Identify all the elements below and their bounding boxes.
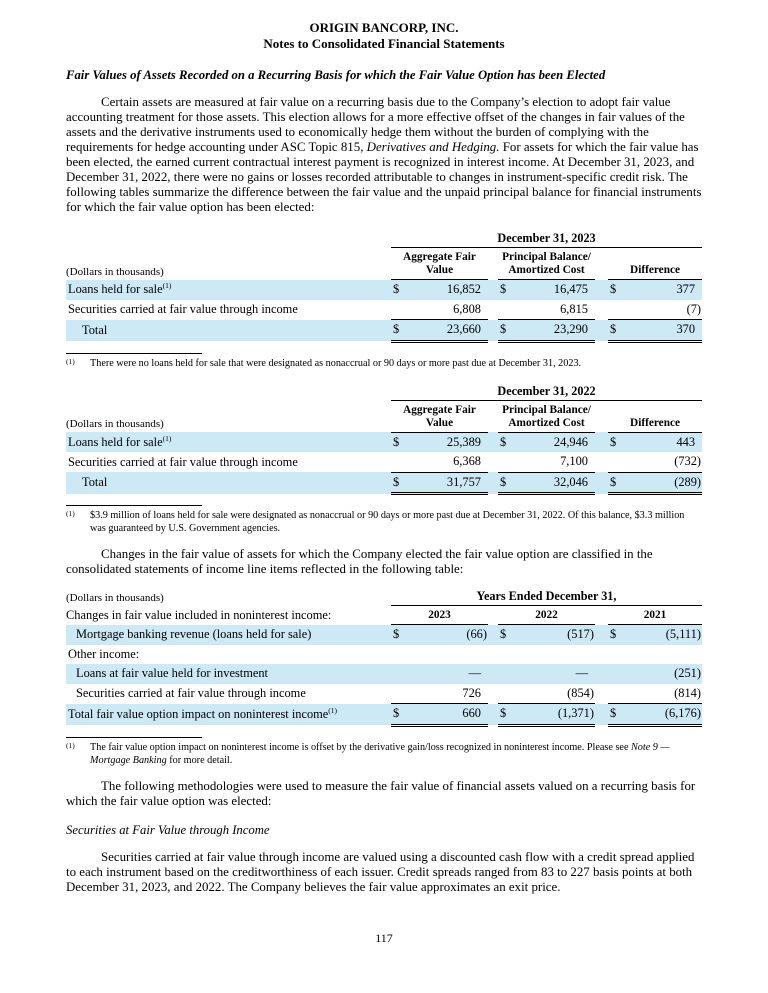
table-row-total	[66, 320, 702, 342]
cell-principal-balance: $ 16,475	[500, 282, 588, 297]
column-gap	[488, 472, 498, 494]
cell-difference: (7)	[608, 300, 702, 320]
column-gap	[595, 684, 608, 704]
column-header-difference: Difference	[608, 400, 702, 432]
cell-2021: $ (6,176)	[608, 704, 702, 726]
cell-2022: —	[575, 666, 588, 681]
period-header: December 31, 2022	[391, 382, 702, 401]
cell-2021: (251)	[674, 666, 701, 681]
dollar-sign: $	[610, 627, 617, 642]
document-header	[66, 20, 702, 52]
dollar-sign: $	[610, 706, 617, 721]
table-row-other-income	[66, 645, 702, 665]
column-gap	[488, 664, 498, 684]
column-gap	[595, 300, 608, 320]
column-header-2022: 2022	[498, 606, 595, 625]
dollar-sign: $	[393, 474, 400, 489]
footnote-reference: (1)	[162, 433, 172, 443]
column-header-row	[66, 248, 702, 280]
footnote-separator	[66, 737, 202, 738]
row-label: Securities carried at fair value through income	[68, 302, 298, 316]
column-gap	[488, 320, 498, 342]
column-header-principal-balance: Principal Balance/ Amortized Cost	[498, 400, 595, 432]
cell-2023: $ (66)	[393, 627, 487, 642]
table-row-total-fair-value-option	[66, 704, 702, 726]
company-name: ORIGIN BANCORP, INC.	[309, 20, 459, 35]
cell-aggregate-fair-value: 6,368	[391, 452, 488, 472]
fair-value-table-2022	[66, 382, 702, 496]
cell-principal-balance: $ 24,946	[500, 434, 588, 449]
cell-2021: $ (5,111)	[610, 627, 701, 642]
cell-2023: 726	[391, 684, 488, 704]
row-label: Loans at fair value held for investment	[76, 666, 268, 681]
row-label: Loans held for sale$^{(1)}$	[68, 433, 172, 449]
cell-2021	[608, 645, 702, 665]
period-header-row	[66, 382, 702, 401]
column-gap	[595, 704, 608, 726]
intro-paragraph	[66, 95, 702, 215]
cell-2022	[498, 645, 595, 665]
column-gap	[488, 606, 498, 625]
cell-aggregate-fair-value: $ 25,389	[393, 434, 481, 449]
intro-paragraph-italic: Derivatives and Hedging.	[366, 140, 500, 154]
dollar-sign: $	[500, 627, 507, 642]
securities-paragraph: Securities carried at fair value through income are valued using a discounted cash flow with a credit spread applied to each instrument based on the creditworthiness of each issuer. Credit spreads ranged from 83 to 227 basis points at both December 31, 2023, and 2022. The Company believes the fair value approximates an exit price.	[66, 849, 695, 894]
column-header-aggregate-fair-value: Aggregate Fair Value	[391, 248, 488, 280]
cell-aggregate-fair-value: $ 23,660	[391, 320, 488, 342]
footnote-marker: (1)	[66, 740, 75, 750]
footnote-marker: (1)	[66, 356, 75, 366]
column-header-2023: 2023	[391, 606, 488, 625]
footnote-reference: (1)	[328, 705, 338, 715]
dollar-sign: $	[500, 322, 507, 337]
sub-heading-securities: Securities at Fair Value through Income	[66, 822, 270, 837]
period-header-spacer	[66, 229, 391, 248]
cell-2023	[391, 645, 488, 665]
column-header-principal-balance: Principal Balance/ Amortized Cost	[498, 248, 595, 280]
intro-paragraph-text-2: For assets for which the fair value has been elected, the earned current contractual interest payment is recognized in interest income. At December 31, 2023, and December 31, 2022, there were no gains or losses recorded attributable to changes in instrument-specific credit risk. The following tables summarize the difference between the fair value and the unpaid principal balance for financial instruments for which the fair value option has been elected:	[66, 140, 702, 214]
dollar-sign: $	[500, 434, 507, 449]
column-gap	[595, 606, 608, 625]
footnote-italic-reference: Note 9 — Mortgage Banking	[90, 741, 670, 766]
cell-2023: $ 660	[391, 704, 488, 726]
cell-principal-balance: $ 32,046	[498, 472, 595, 494]
column-gap	[488, 280, 498, 300]
row-label: Mortgage banking revenue (loans held for sale)	[76, 627, 312, 641]
cell-2022: (854)	[498, 684, 595, 704]
cell-difference: (732)	[608, 452, 702, 472]
column-gap	[595, 625, 608, 645]
cell-aggregate-fair-value: $ 16,852	[393, 282, 481, 297]
footnote-text: There were no loans held for sale that were designated as nonaccrual or 90 days or more past due at December 31, 2023.	[90, 357, 582, 369]
row-label: Securities carried at fair value through income	[68, 454, 298, 469]
column-gap	[488, 645, 498, 665]
table-row-total	[66, 472, 702, 494]
period-header: December 31, 2023	[391, 229, 702, 248]
cell-principal-balance: 6,815	[498, 300, 595, 320]
column-gap	[488, 300, 498, 320]
column-gap	[595, 432, 608, 452]
table-row-securities-carried	[66, 452, 702, 472]
column-gap	[595, 280, 608, 300]
row-label: Total	[82, 322, 108, 337]
cell-difference: $ 370	[608, 320, 702, 342]
footnote-text: $3.9 million of loans held for sale were designated as nonaccrual or 90 days or more past due at December 31, 2022. Of this balance, $3.3 million was guaranteed by U.S. Government agencies.	[90, 510, 685, 534]
cell-principal-balance: $ 23,290	[498, 320, 595, 342]
column-gap	[595, 645, 608, 665]
table-row-loans-at-fair-value	[66, 664, 702, 684]
dollar-sign: $	[500, 706, 507, 721]
row-label: Total	[82, 475, 108, 490]
column-gap	[488, 625, 498, 645]
dollars-in-thousands-label: (Dollars in thousands)	[66, 591, 164, 604]
table3-footnote	[66, 741, 702, 767]
footnote-separator	[66, 505, 202, 506]
dollar-sign: $	[393, 322, 400, 337]
cell-difference: $ 377	[610, 282, 696, 297]
column-gap	[595, 452, 608, 472]
dollar-sign: $	[610, 282, 617, 297]
column-header-aggregate-fair-value: Aggregate Fair Value	[391, 400, 488, 432]
changes-paragraph: Changes in the fair value of assets for which the Company elected the fair value option are classified in the consolidated statements of income line items reflected in the following table:	[66, 547, 653, 576]
footnote-text: The fair value option impact on noninterest income is offset by the derivative gain/loss recognized in noninterest income. Please see Note 9 — Mortgage Banking for more detail.	[90, 741, 670, 766]
period-header: Years Ended December 31,	[391, 587, 702, 606]
dollars-in-thousands-label: (Dollars in thousands)	[66, 265, 164, 278]
column-gap	[488, 684, 498, 704]
footnote-reference: (1)	[162, 280, 172, 290]
table-row-mortgage-banking-revenue	[66, 625, 702, 645]
cell-2023: —	[468, 666, 481, 681]
column-gap	[488, 452, 498, 472]
column-gap	[595, 664, 608, 684]
column-gap	[488, 704, 498, 726]
dollar-sign: $	[500, 474, 507, 489]
row-label: Total fair value option impact on noninterest income$^{(1)}$	[68, 705, 338, 721]
methodologies-paragraph: The following methodologies were used to measure the fair value of financial assets valued on a recurring basis for which the fair value option was elected:	[66, 778, 696, 808]
table-row-securities-carried	[66, 684, 702, 704]
dollar-sign: $	[610, 434, 617, 449]
fair-value-changes-table	[66, 587, 702, 727]
cell-aggregate-fair-value: $ 31,757	[391, 472, 488, 494]
column-header-2021: 2021	[608, 606, 702, 625]
dollar-sign: $	[393, 434, 400, 449]
year-header-row	[66, 606, 702, 625]
period-header-row	[66, 587, 702, 606]
dollar-sign: $	[610, 322, 617, 337]
column-gap	[595, 320, 608, 342]
cell-principal-balance: 7,100	[498, 452, 595, 472]
cell-2022: $ (1,371)	[498, 704, 595, 726]
dollar-sign: $	[610, 474, 617, 489]
row-label: Securities carried at fair value through income	[76, 686, 306, 700]
footnote-separator	[66, 353, 202, 354]
period-header-row	[66, 229, 702, 248]
document-subtitle: Notes to Consolidated Financial Statements	[263, 36, 505, 51]
column-gap	[595, 248, 608, 280]
footnote-marker: (1)	[66, 509, 75, 518]
cell-difference: $ 443	[610, 434, 696, 449]
cell-2022: $ (517)	[500, 627, 594, 642]
column-header-row	[66, 400, 702, 432]
row-label: Other income:	[68, 646, 140, 661]
row-label: Loans held for sale$^{(1)}$	[68, 280, 172, 296]
column-gap	[595, 400, 608, 432]
section-heading: Fair Values of Assets Recorded on a Recurring Basis for which the Fair Value Option has been Elected	[66, 68, 606, 82]
page-number: 117	[375, 931, 393, 945]
table1-footnote	[66, 357, 702, 370]
column-header-difference: Difference	[608, 248, 702, 280]
column-gap	[488, 432, 498, 452]
period-header-spacer	[66, 382, 391, 401]
dollar-sign: $	[393, 627, 400, 642]
column-gap	[488, 400, 498, 432]
table-row-securities-carried	[66, 300, 702, 320]
dollar-sign: $	[393, 282, 400, 297]
dollar-sign: $	[393, 706, 400, 721]
table-row-loans-held-for-sale	[66, 280, 702, 300]
column-gap	[595, 472, 608, 494]
column-gap	[488, 248, 498, 280]
cell-2021: (814)	[608, 684, 702, 704]
cell-aggregate-fair-value: 6,808	[391, 300, 488, 320]
cell-difference: $ (289)	[608, 472, 702, 494]
intro-paragraph-text: Certain assets are measured at fair value on a recurring basis due to the Company’s election to adopt fair value accounting treatment for those assets. This election allows for a more effective offset of the changes in fair values of the assets and the derivative instruments used to economically hedge them without the burden of complying with the requirements for hedge accounting under ASC Topic 815,	[66, 95, 685, 154]
dollars-in-thousands-label: (Dollars in thousands)	[66, 418, 164, 430]
table2-footnote	[66, 509, 702, 535]
fair-value-table-2023	[66, 229, 702, 343]
table-row-loans-held-for-sale	[66, 432, 702, 452]
row-group-header: Changes in fair value included in noninterest income:	[66, 607, 332, 622]
dollar-sign: $	[500, 282, 507, 297]
